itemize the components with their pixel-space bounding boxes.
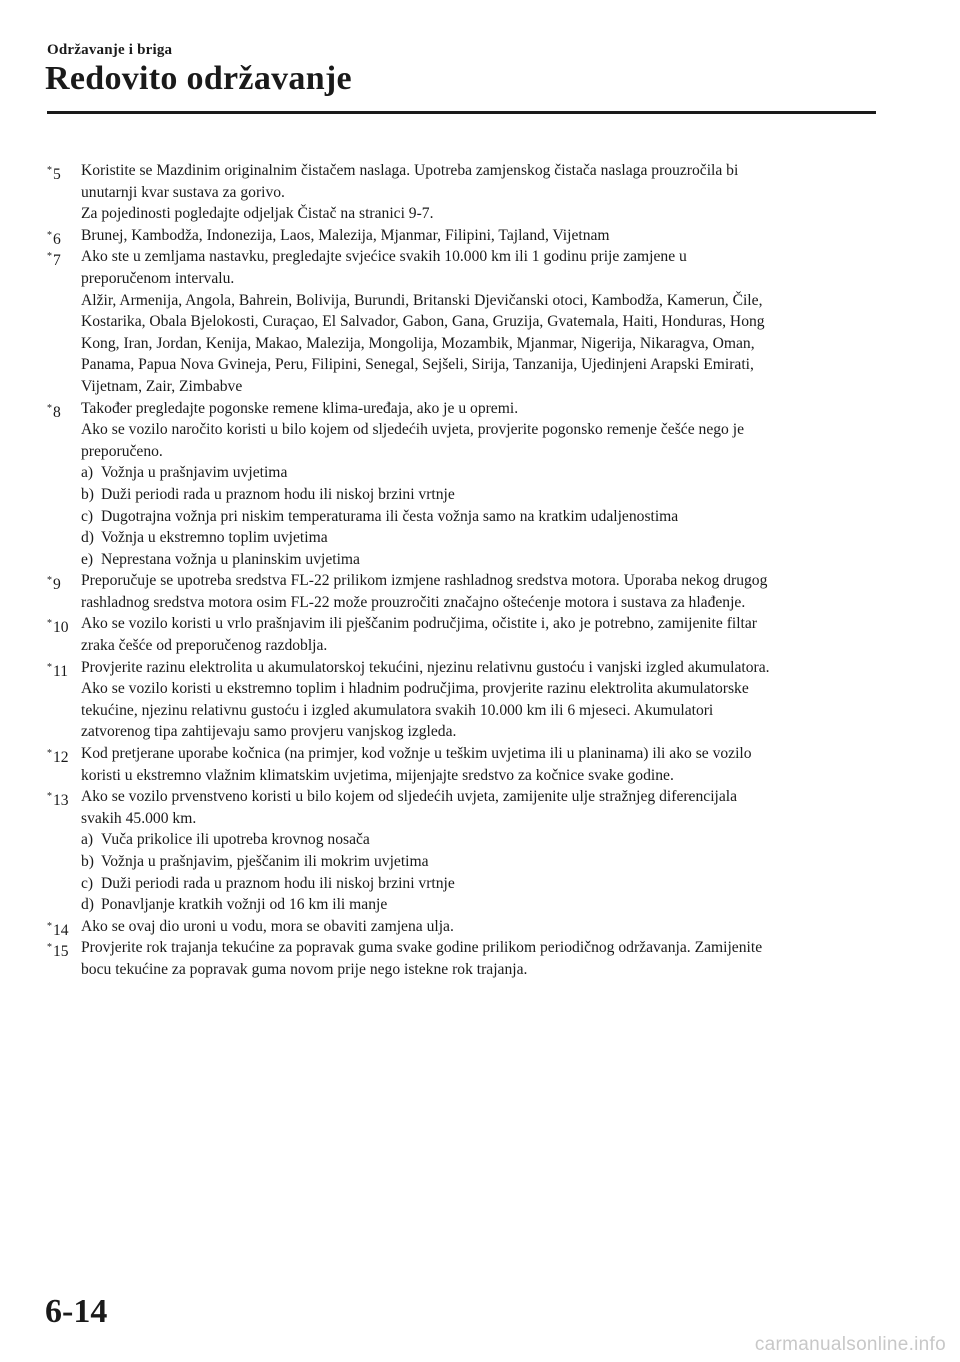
footnote-14 xyxy=(47,916,877,938)
watermark: carmanualsonline.info xyxy=(754,1334,946,1355)
sub-item-text: Ponavljanje kratkih vožnji od 16 km ili manje xyxy=(101,896,388,914)
footnote-12 xyxy=(47,743,877,786)
footnote-marker xyxy=(47,613,69,639)
footnote-text-line: Brunej, Kambodža, Indonezija, Laos, Malezija, Mjanmar, Filipini, Tajland, Vijetnam xyxy=(81,226,610,244)
footnote-6 xyxy=(47,225,877,247)
footnote-number: 9 xyxy=(53,576,61,594)
sub-item-letter: c) xyxy=(81,874,94,892)
footnote-text-line: Ako se vozilo prvenstveno koristi u bilo kojem od sljedećih uvjeta, zamijenite ulje stražnjeg diferencijala xyxy=(81,788,738,806)
footnote-star: * xyxy=(47,748,52,760)
footnote-text-line: Alžir, Armenija, Angola, Bahrein, Bolivija, Burundi, Britanski Djevičanski otoci, Kambodža, Kamerun, Čile, xyxy=(81,291,763,309)
footnote-star: * xyxy=(47,402,52,414)
sub-item-letter: d) xyxy=(81,529,94,547)
footnote-marker xyxy=(47,398,61,424)
footnote-star: * xyxy=(47,251,52,263)
footnote-number: 13 xyxy=(53,792,69,810)
sub-item-letter: b) xyxy=(81,485,94,503)
footnote-13 xyxy=(47,786,877,916)
footnote-5 xyxy=(47,160,877,225)
footnote-star: * xyxy=(47,942,52,954)
sub-item-text: Duži periodi rada u praznom hodu ili niskoj brzini vrtnje xyxy=(101,874,455,892)
footnote-star: * xyxy=(47,618,52,630)
footnote-text-line: Vijetnam, Zair, Zimbabve xyxy=(81,377,243,395)
footnote-number: 15 xyxy=(53,943,69,961)
footnote-text-line: Provjerite rok trajanja tekućine za popravak guma svake godine prilikom periodičnog održavanja. Zamijenite xyxy=(81,939,763,957)
sub-item-text: Dugotrajna vožnja pri niskim temperaturama ili česta vožnja samo na kratkim udaljenostima xyxy=(101,507,679,525)
footnote-7 xyxy=(47,246,877,397)
footnote-sub-item xyxy=(81,894,877,916)
footnote-text-line: preporučeno. xyxy=(81,442,163,460)
footnote-text-line: Koristite se Mazdinim originalnim čistačem naslaga. Upotreba zamjenskog čistača naslaga prouzročila bi xyxy=(81,162,739,179)
footnote-text-line: Kod pretjerane uporabe kočnica (na primjer, kod vožnje u teškim uvjetima ili u planinama) ili ako se vozilo xyxy=(81,745,752,763)
footnote-text-line: zraka češće od preporučenog razdoblja. xyxy=(81,637,328,655)
footnote-text-line: Također pregledajte pogonske remene klima-uređaja, ako je u opremi. xyxy=(81,399,519,417)
footnote-marker xyxy=(47,937,69,963)
footnote-text-line: koristi u ekstremno vlažnim klimatskim uvjetima, mijenjajte sredstvo za kočnice svake godine. xyxy=(81,766,674,784)
footnote-text-line: Ako se vozilo koristi u ekstremno toplim i hladnim područjima, provjerite razinu elektrolita akumulatorske xyxy=(81,680,749,698)
footnote-number: 7 xyxy=(53,252,61,270)
footnote-marker xyxy=(47,246,61,272)
footnote-11 xyxy=(47,657,877,743)
sub-item-letter: a) xyxy=(81,831,94,849)
sub-item-letter: e) xyxy=(81,550,94,568)
sub-item-text: Vožnja u ekstremno toplim uvjetima xyxy=(101,529,328,547)
footnote-text-line: Ako ste u zemljama nastavku, pregledajte svjećice svakih 10.000 km ili 1 godinu prije zamjene u xyxy=(81,248,687,266)
footnote-number: 11 xyxy=(53,662,69,680)
footnote-text-line: svakih 45.000 km. xyxy=(81,809,197,827)
sub-item-text: Vožnja u prašnjavim, pješčanim ili mokrim uvjetima xyxy=(101,853,429,870)
footnote-text-line: Provjerite razinu elektrolita u akumulatorskoj tekućini, njezinu relativnu gustoću i vanjski izgled akumulatora. xyxy=(81,658,770,676)
footnote-text-line: preporučenom intervalu. xyxy=(81,269,235,287)
footnote-15 xyxy=(47,937,877,980)
footnote-sub-item xyxy=(81,851,877,873)
footnote-text-line: rashladnog sredstva motora osim FL-22 može prouzročiti značajno oštećenje motora i sustava za hlađenje. xyxy=(81,593,746,611)
footnote-star: * xyxy=(47,920,52,932)
footnote-number: 5 xyxy=(53,166,61,183)
footnote-sub-item xyxy=(81,829,877,851)
title-rule xyxy=(47,111,876,114)
sub-item-letter: a) xyxy=(81,464,94,482)
sub-item-text: Vuča prikolice ili upotreba krovnog nosača xyxy=(101,831,370,849)
footnote-marker xyxy=(47,657,68,683)
footnote-sub-item xyxy=(81,484,877,506)
footnote-text-line: bocu tekućine za popravak guma novom prije nego istekne rok trajanja. xyxy=(81,960,528,978)
footnote-number: 10 xyxy=(53,619,69,637)
footnote-text-line: Kostarika, Obala Bjelokosti, Curaçao, El Salvador, Gabon, Gana, Gruzija, Gvatemala, Haiti, Honduras, Hong xyxy=(81,313,765,331)
footnote-number: 6 xyxy=(53,230,61,248)
sub-item-letter: c) xyxy=(81,507,94,525)
footnote-text-line: zatvorenog tipa zahtijevaju samo provjeru vanjskog izgleda. xyxy=(81,723,457,741)
footnote-text-line: Panama, Papua Nova Gvineja, Peru, Filipini, Senegal, Sejšeli, Sirija, Tanzanija, Ujedinjeni Arapski Emirati, xyxy=(81,356,754,374)
notes-list xyxy=(47,160,877,981)
footnote-text-line: Ako se vozilo naročito koristi u bilo kojem od sljedećih uvjeta, provjerite pogonsko remenje češće nego je xyxy=(81,421,744,439)
sub-item-text: Neprestana vožnja u planinskim uvjetima xyxy=(101,550,360,568)
section-label: Održavanje i briga xyxy=(47,42,173,58)
footnote-text-line: Preporučuje se upotreba sredstva FL-22 prilikom izmjene rashladnog sredstva motora. Uporaba nekog drugog xyxy=(81,572,768,590)
footnote-text-line: Ako se vozilo koristi u vrlo prašnjavim ili pješčanim područjima, očistite i, ako je potrebno, zamijenite filtar xyxy=(81,615,757,633)
footnote-star: * xyxy=(47,661,52,673)
footnote-sub-item xyxy=(81,462,877,484)
footnote-star: * xyxy=(47,791,52,803)
footnote-marker xyxy=(47,743,69,769)
footnote-text-line: Kong, Iran, Jordan, Kenija, Makao, Malezija, Mongolija, Mozambik, Mjanmar, Nigerija, Nikaragva, Oman, xyxy=(81,334,755,352)
footnote-star: * xyxy=(47,165,52,176)
footnote-number: 12 xyxy=(53,749,69,767)
footnote-marker xyxy=(47,570,61,596)
footnote-marker xyxy=(47,160,61,186)
footnote-10 xyxy=(47,613,877,656)
footnote-text-line: tekućine, njezinu relativnu gustoću i izgled akumulatora svakih 10.000 km ili 6 mjeseci. Akumulatori xyxy=(81,701,714,719)
footnote-number: 8 xyxy=(53,403,61,421)
footnote-8 xyxy=(47,398,877,571)
footnote-text-line: Za pojedinosti pogledajte odjeljak Čistač na stranici 9-7. xyxy=(81,205,434,223)
sub-item-text: Vožnja u prašnjavim uvjetima xyxy=(101,464,288,482)
sub-item-letter: d) xyxy=(81,896,94,914)
footnote-text-line: Ako se ovaj dio uroni u vodu, mora se obaviti zamjena ulja. xyxy=(81,917,454,935)
sub-item-text: Duži periodi rada u praznom hodu ili niskoj brzini vrtnje xyxy=(101,485,455,503)
footnote-9 xyxy=(47,570,877,613)
footnote-marker xyxy=(47,786,69,812)
page-number: 6-14 xyxy=(45,1293,108,1330)
footnote-star: * xyxy=(47,575,52,587)
footnote-sub-item xyxy=(81,527,877,549)
footnote-star: * xyxy=(47,229,52,241)
footnote-sub-item xyxy=(81,549,877,571)
footnote-text-line: unutarnji kvar sustava za gorivo. xyxy=(81,183,285,201)
footnote-sub-item xyxy=(81,873,877,895)
footnote-number: 14 xyxy=(53,921,69,939)
page-title: Redovito održavanje xyxy=(45,60,352,97)
footnote-sub-item xyxy=(81,506,877,528)
sub-item-letter: b) xyxy=(81,853,94,870)
